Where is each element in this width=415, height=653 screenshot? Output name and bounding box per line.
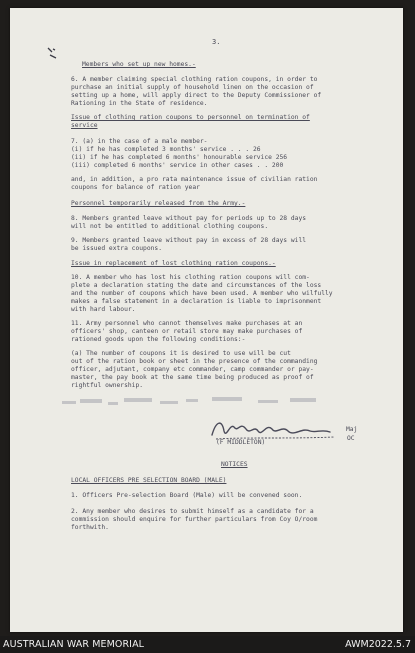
faded-smudge-marks: [62, 393, 322, 411]
para-11-line-2: officers' shop, canteen or retail store may make purchases of: [71, 328, 303, 335]
para-8-line-2: will not be entitled to additional clothing coupons.: [71, 223, 269, 230]
para-10-line-5: with hard labour.: [71, 306, 136, 313]
para-7-line-3: (ii) if he has completed 6 months' honourable service 256: [71, 154, 288, 161]
para-a-line-1: (a) The number of coupons it is desired to use will be cut: [71, 350, 291, 357]
notice-2-line-2: commission should enquire for further particulars from Coy O/room: [71, 516, 318, 523]
heading-termination-line-1: Issue of clothing ration coupons to personnel on termination of: [71, 114, 310, 121]
para-9-line-2: be issued extra coupons.: [71, 245, 162, 252]
para-11-line-1: 11. Army personnel who cannot themselves make purchases at an: [71, 320, 303, 327]
heading-released: Personnel temporarily released from the Army.-: [71, 200, 246, 207]
para-7-line-2: (i) if he has completed 3 months' service . . . 26: [71, 146, 261, 153]
notice-1-line-1: 1. Officers Pre-selection Board (Male) will be convened soon.: [71, 492, 303, 499]
archive-reference: AWM2022.5.7: [345, 639, 411, 650]
para-11-line-3: rationed goods upon the following conditions:-: [71, 336, 246, 343]
signature-name: (F MIDDLETON): [216, 439, 266, 446]
para-a-line-3: officer, adjutant, company etc commander, camp commander or pay-: [71, 366, 314, 373]
para-9-line-1: 9. Members granted leave without pay in excess of 28 days will: [71, 237, 307, 244]
signature-unit: OC: [347, 435, 355, 442]
para-a-line-2: out of the ration book or sheet in the presence of the commanding: [71, 358, 318, 365]
heading-selection-board: LOCAL OFFICERS PRE SELECTION BOARD (MALE): [71, 477, 227, 484]
archive-source: AUSTRALIAN WAR MEMORIAL: [3, 639, 145, 650]
notice-2-line-3: forthwith.: [71, 524, 109, 531]
document-page: [10, 8, 403, 632]
para-a-line-4: master, the pay book at the same time being produced as proof of: [71, 374, 314, 381]
heading-new-homes: Members who set up new homes.-: [82, 61, 196, 68]
notice-2-line-1: 2. Any member who desires to submit himself as a candidate for a: [71, 508, 314, 515]
para-10-line-4: makes a false statement in a declaration is liable to imprisonment: [71, 298, 322, 305]
para-8-line-1: 8. Members granted leave without pay for periods up to 28 days: [71, 215, 307, 222]
heading-lost-coupons: Issue in replacement of lost clothing ration coupons.-: [71, 260, 276, 267]
para-10-line-3: and the number of coupons which have been used. A member who wilfully: [71, 290, 333, 297]
ink-mark-icon: [46, 46, 60, 62]
para-10-line-2: plete a declaration stating the date and circumstances of the loss: [71, 282, 322, 289]
page-number: 3.: [212, 38, 221, 46]
heading-termination-line-2: service: [71, 122, 98, 129]
archive-footer-bar: [0, 636, 415, 653]
para-7-line-4: (iii) completed 6 months' service in other cases . . 200: [71, 162, 284, 169]
signature-rank: Maj: [346, 426, 358, 433]
para-6-line-3: setting up a home, will apply direct to the Deputy Commissioner of: [71, 92, 322, 99]
para-10-line-1: 10. A member who has lost his clothing ration coupons will com-: [71, 274, 310, 281]
notices-heading: NOTICES: [221, 461, 248, 468]
para-7-line-1: 7. (a) in the case of a male member-: [71, 138, 208, 145]
para-a-line-5: rightful ownership.: [71, 382, 144, 389]
para-7-line-5: and, in addition, a pro rata maintenance issue of civilian ration: [71, 176, 318, 183]
para-6-line-4: Rationing in the State of residence.: [71, 100, 208, 107]
para-6-line-2: purchase an initial supply of household linen on the occasion of: [71, 84, 314, 91]
para-6-line-1: 6. A member claiming special clothing ration coupons, in order to: [71, 76, 318, 83]
para-7-line-6: coupons for balance of ration year: [71, 184, 200, 191]
